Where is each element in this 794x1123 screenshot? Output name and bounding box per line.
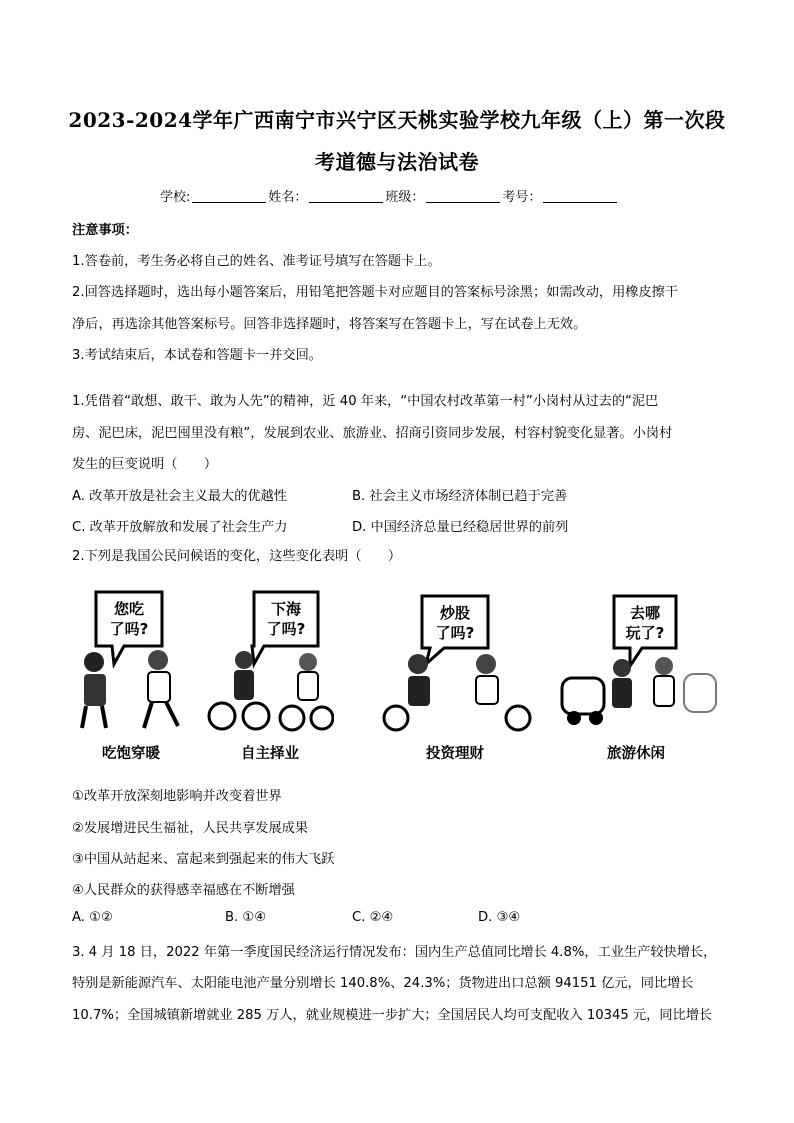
q1-stem-line2: 房、泥巴床，泥巴囤里没有粮”，发展到农业、旅游业、招商引资同步发展，村容村貌变化显著。小岗村 [72,426,673,441]
caption-panel-4: 旅游休闲 [607,745,665,762]
q3-stem-line3: 10.7%；全国城镇新增就业 285 万人，就业规模进一步扩大；全国居民人均可支配收入 10345 元，同比增长 [72,1008,713,1023]
student-info-line [160,186,619,205]
cartoon-panel-1 [74,588,194,738]
notice-item-2-cont: 净后，再选涂其他答案标号。回答非选择题时，将答案写在答题卡上，写在试卷上无效。 [72,317,587,332]
q2-stem: 2.下列是我国公民问候语的变化，这些变化表明（ ） [72,549,402,564]
q1-option-d[interactable]: D. 中国经济总量已经稳居世界的前列 [352,520,569,535]
bubble-2-line1: 下海 [270,600,302,618]
bubble-4-line2: 玩了? [625,624,665,642]
name-label: 姓名： [268,190,308,205]
q2-statement-1: ①改革开放深刻地影响并改变着世界 [72,789,282,804]
q2-option-a[interactable]: A. ①② [72,910,113,925]
exam-title-line2: 考道德与法治试卷 [315,150,479,174]
bubble-2-line2: 了吗? [266,620,306,638]
exam-title-line1: 2023-2024学年广西南宁市兴宁区天桃实验学校九年级（上）第一次段 [68,108,726,132]
caption-panel-2: 自主择业 [241,745,299,762]
notice-item-2: 2.回答选择题时，选出每小题答案后，用铅笔把答题卡对应题目的答案标号涂黑；如需改动，用橡皮擦干 [72,285,679,300]
school-blank[interactable] [192,190,266,203]
caption-panel-1: 吃饱穿暖 [102,745,160,762]
q1-stem-line3: 发生的巨变说明（ ） [72,457,218,472]
q1-option-a[interactable]: A. 改革开放是社会主义最大的优越性 [72,489,287,504]
q3-stem-line2: 特别是新能源汽车、太阳能电池产量分别增长 140.8%、24.3%；货物进出口总额 94151 亿元，同比增长 [72,976,694,991]
class-label: 班级： [385,190,425,205]
cartoon-panel-3 [378,588,538,738]
exam-number-label: 考号： [502,190,542,205]
cartoon-panel-2 [204,588,334,738]
notice-item-3: 3.考试结束后，本试卷和答题卡一并交回。 [72,348,322,363]
q1-stem-line1: 1.凭借着“敢想、敢干、敢为人先”的精神，近 40 年来，“中国农村改革第一村”小岗村从过去的“泥巴 [72,394,659,409]
caption-panel-3: 投资理财 [426,745,484,762]
bubble-3-line2: 了吗? [435,624,475,642]
q2-option-d[interactable]: D. ③④ [478,910,521,925]
cartoon-panel-4 [560,588,720,738]
q1-option-b[interactable]: B. 社会主义市场经济体制已趋于完善 [352,489,568,504]
bubble-4-line1: 去哪 [629,604,661,622]
notice-item-1: 1.答卷前，考生务必将自己的姓名、准考证号填写在答题卡上。 [72,254,441,269]
exam-number-blank[interactable] [543,190,617,203]
class-blank[interactable] [426,190,500,203]
bubble-3-line1: 炒股 [439,604,471,622]
q2-statement-4: ④人民群众的获得感幸福感在不断增强 [72,883,295,898]
bubble-1-line1: 您吃 [113,600,145,618]
q3-stem-line1: 3. 4 月 18 日，2022 年第一季度国民经济运行情况发布：国内生产总值同比增长 4.8%，工业生产较快增长， [72,945,717,960]
school-label: 学校: [160,190,191,205]
bubble-1-line2: 了吗? [109,620,149,638]
name-blank[interactable] [309,190,383,203]
q2-statement-3: ③中国从站起来、富起来到强起来的伟大飞跃 [72,852,335,867]
notice-heading: 注意事项： [72,223,138,238]
q2-option-b[interactable]: B. ①④ [225,910,267,925]
q1-option-c[interactable]: C. 改革开放解放和发展了社会生产力 [72,520,288,535]
q2-statement-2: ②发展增进民生福祉，人民共享发展成果 [72,821,309,836]
q2-option-c[interactable]: C. ②④ [352,910,394,925]
